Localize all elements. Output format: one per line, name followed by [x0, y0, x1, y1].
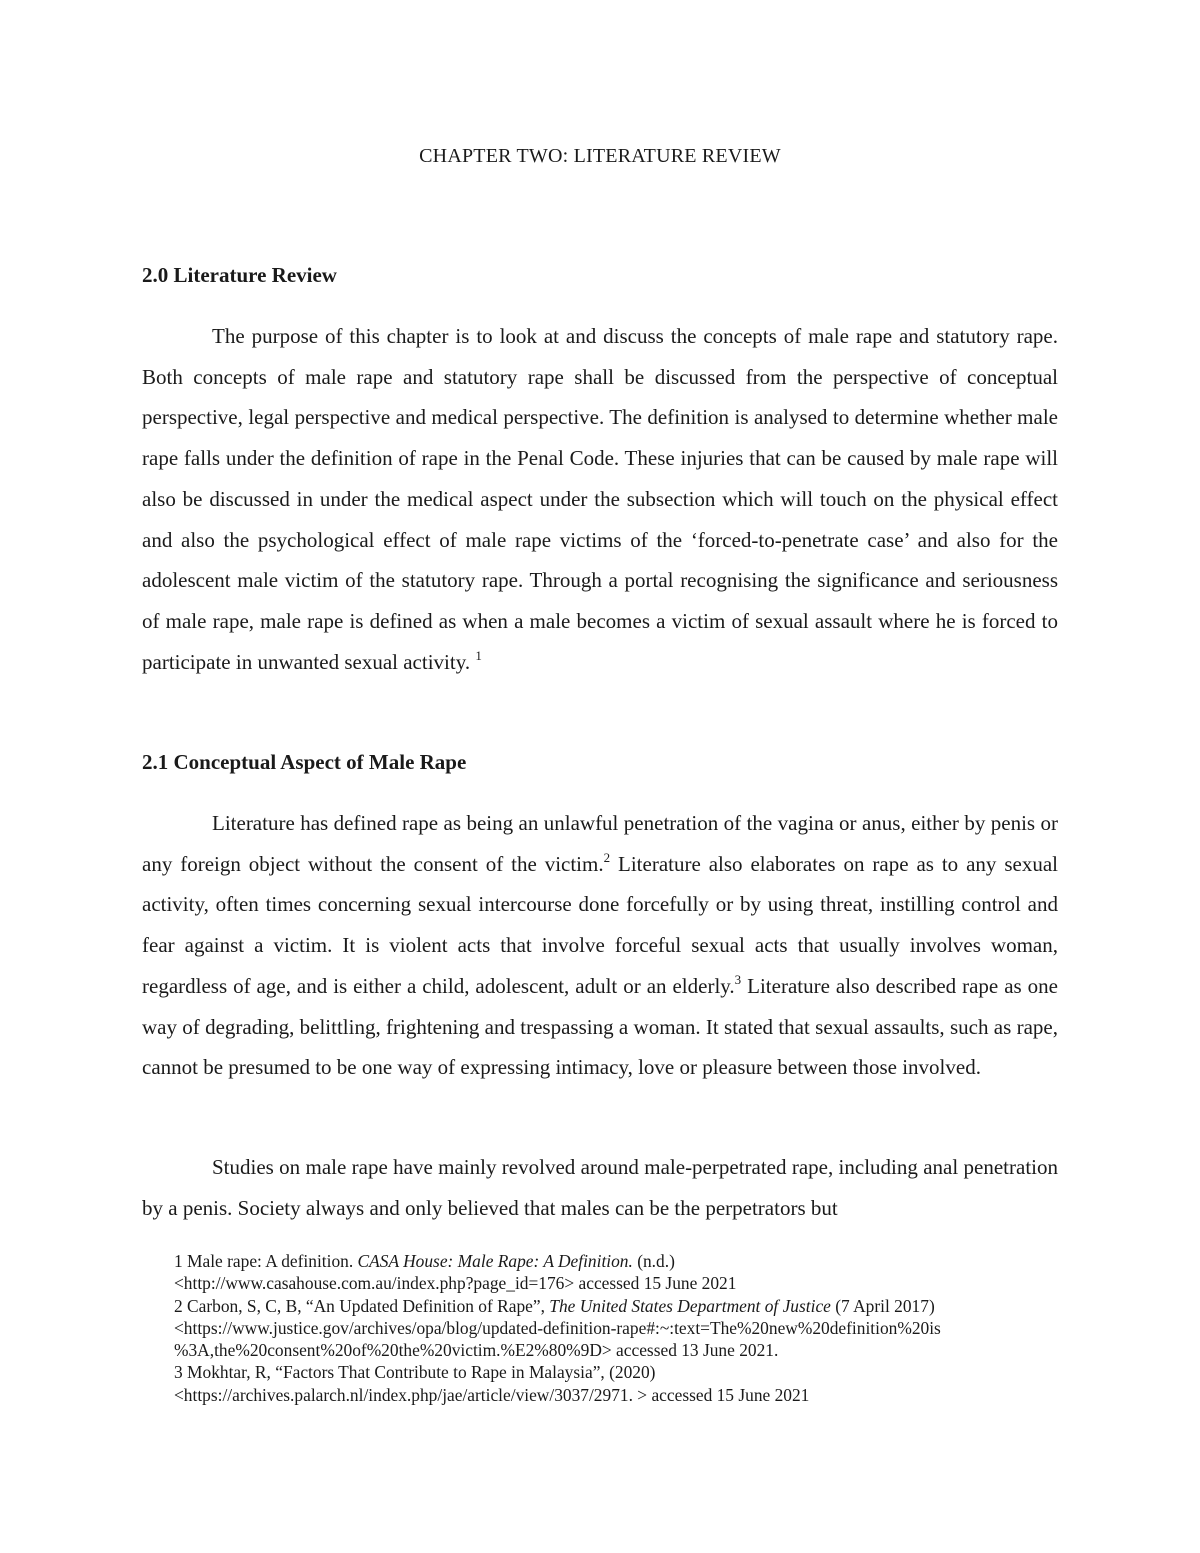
paragraph-conceptual-2: Studies on male rape have mainly revolved around male-perpetrated rape, including anal penetration by a penis. Society always and only believed that males can be the perpetrators but	[142, 1155, 1058, 1220]
section-heading-2-1: 2.1 Conceptual Aspect of Male Rape	[142, 750, 467, 774]
footnote-1-source-title: CASA House: Male Rape: A Definition.	[357, 1251, 633, 1271]
footnote-3-line-1: 3 Mokhtar, R, “Factors That Contribute to Rape in Malaysia”, (2020)	[174, 1362, 656, 1383]
paragraph-conceptual-1-text-c: Literature also described rape as one way of degrading, belittling, frightening and trespassing a woman. It stated that sexual assaults, such as rape, cannot be presumed to be one way of expressing intimacy, love or pleasure between those involved.	[142, 973, 1058, 1080]
paragraph-conceptual-1-text-a: Literature has defined rape as being an unlawful penetration of the vagina or anus, either by penis or any foreign object without the consent of the victim.	[142, 811, 1058, 876]
footnote-1-url[interactable]: <http://www.casahouse.com.au/index.php?page_id=176> accessed 15 June 2021	[174, 1273, 737, 1294]
footnote-2-url-part-2[interactable]: %3A,the%20consent%20of%20the%20victim.%E2%80%9D> accessed 13 June 2021.	[174, 1340, 779, 1361]
chapter-title: CHAPTER TWO: LITERATURE REVIEW	[419, 145, 781, 167]
footnote-ref-2[interactable]: 2	[603, 849, 611, 865]
footnote-ref-3[interactable]: 3	[734, 971, 742, 987]
section-heading-2-0: 2.0 Literature Review	[142, 263, 337, 287]
footnote-2-line-1: 2 Carbon, S, C, B, “An Updated Definition of Rape”, The United States Department of Justice (7 April 2017)	[174, 1295, 935, 1316]
footnotes	[142, 1250, 1072, 1406]
paragraph-conceptual-1-text-b: Literature also elaborates on rape as to any sexual activity, often times concerning sexual intercourse done forcefully or by using threat, instilling control and fear against a victim. It is violent acts that involve forceful sexual acts that usually involves woman, regardless of age, and is either a child, adolescent, adult or an elderly.	[142, 851, 1058, 998]
footnote-ref-1[interactable]: 1	[475, 647, 482, 663]
footnote-1-line-1: 1 Male rape: A definition. CASA House: Male Rape: A Definition. (n.d.)	[174, 1251, 675, 1271]
paragraph-intro-text: The purpose of this chapter is to look at and discuss the concepts of male rape and statutory rape. Both concepts of male rape and statutory rape shall be discussed from the perspective of conceptual perspective, legal perspective and medical perspective. The definition is analysed to determine whether male rape falls under the definition of rape in the Penal Code. These injuries that can be caused by male rape will also be discussed in under the medical aspect under the subsection which will touch on the physical effect and also the psychological effect of male rape victims of the ‘forced-to-penetrate case’ and also for the adolescent male victim of the statutory rape. Through a portal recognising the significance and seriousness of male rape, male rape is defined as when a male becomes a victim of sexual assault where he is forced to participate in unwanted sexual activity.	[142, 324, 1058, 674]
paragraph-intro	[142, 316, 1058, 682]
footnote-2-source-title: The United States Department of Justice	[549, 1295, 831, 1316]
footnote-2-url-part-1[interactable]: <https://www.justice.gov/archives/opa/blog/updated-definition-rape#:~:text=The%20new%20definition%20is	[174, 1317, 941, 1338]
footnote-3-url[interactable]: <https://archives.palarch.nl/index.php/jae/article/view/3037/2971. > accessed 15 June 2021	[174, 1384, 810, 1405]
paragraph-conceptual-1	[142, 803, 1058, 1088]
